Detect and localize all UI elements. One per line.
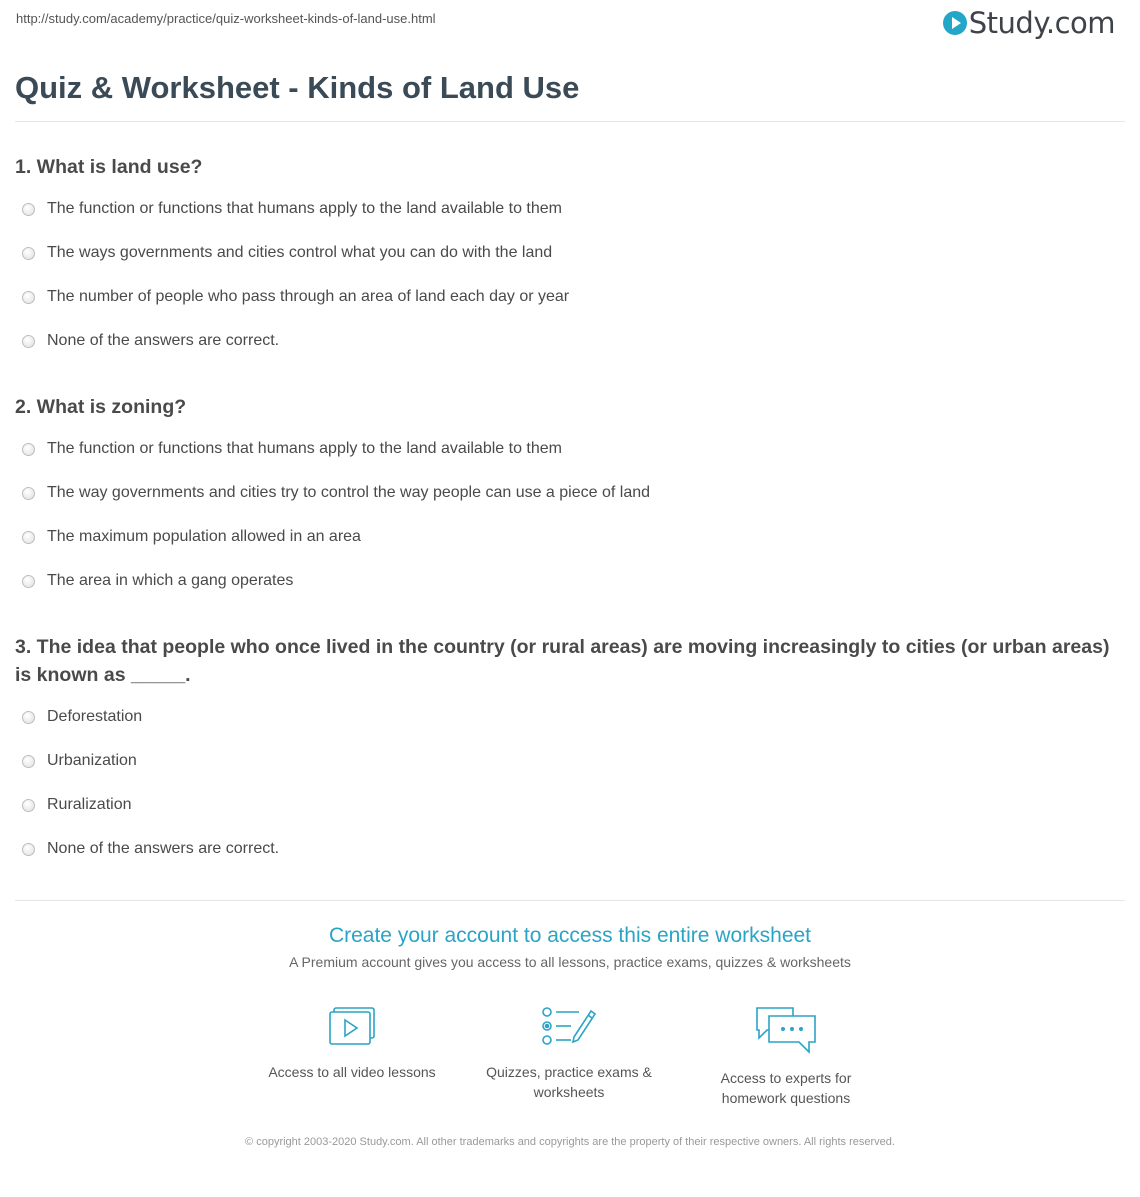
q3-option-4[interactable] [22, 840, 279, 858]
option-label: The maximum population allowed in an area [47, 528, 361, 545]
option-label: Deforestation [47, 708, 143, 725]
page-title: Quiz & Worksheet - Kinds of Land Use [15, 70, 580, 105]
radio-button[interactable] [22, 575, 35, 588]
q2-option-4[interactable] [22, 572, 293, 590]
radio-button[interactable] [22, 531, 35, 544]
q1-option-1[interactable] [22, 200, 562, 218]
radio-button[interactable] [22, 335, 35, 348]
radio-button[interactable] [22, 755, 35, 768]
option-label: Ruralization [47, 796, 132, 813]
feature-experts [691, 1004, 881, 1108]
radio-button[interactable] [22, 711, 35, 724]
radio-button[interactable] [22, 799, 35, 812]
question-2: 2. What is zoning? [15, 396, 187, 418]
play-logo-icon [943, 11, 967, 35]
quiz-checklist-icon [474, 1004, 664, 1050]
cta-subtitle: A Premium account gives you access to all lessons, practice exams, quizzes & worksheets [289, 954, 851, 970]
option-label: The function or functions that humans apply to the land available to them [47, 440, 562, 457]
option-label: The way governments and cities try to control the way people can use a piece of land [47, 484, 651, 501]
option-label: None of the answers are correct. [47, 840, 280, 857]
q2-option-3[interactable] [22, 528, 361, 546]
q3-option-3[interactable] [22, 796, 131, 814]
video-lessons-icon [257, 1004, 447, 1050]
feature-video-lessons [257, 1004, 447, 1082]
q1-option-3[interactable] [22, 288, 569, 306]
option-label: The function or functions that humans apply to the land available to them [47, 200, 562, 217]
q3-option-2[interactable] [22, 752, 137, 770]
q1-option-4[interactable] [22, 332, 279, 350]
radio-button[interactable] [22, 291, 35, 304]
title-divider [15, 121, 1125, 122]
copyright: © copyright 2003-2020 Study.com. All other trademarks and copyrights are the property of their respective owners. All rights reserved. [245, 1136, 895, 1148]
q1-option-2[interactable] [22, 244, 552, 262]
radio-button[interactable] [22, 203, 35, 216]
feature-label: Access to all video lessons [268, 1064, 436, 1080]
q2-option-1[interactable] [22, 440, 562, 458]
radio-button[interactable] [22, 843, 35, 856]
option-label: The area in which a gang operates [47, 572, 294, 589]
create-account-link[interactable]: Create your account to access this entire worksheet [328, 924, 812, 947]
option-label: The number of people who pass through an area of land each day or year [47, 288, 570, 305]
radio-button[interactable] [22, 487, 35, 500]
option-label: Urbanization [47, 752, 137, 769]
feature-label: Access to experts for homework questions [720, 1070, 852, 1106]
question-1: 1. What is land use? [15, 156, 203, 178]
chat-bubbles-icon [691, 1004, 881, 1056]
radio-button[interactable] [22, 247, 35, 260]
option-label: The ways governments and cities control what you can do with the land [47, 244, 553, 261]
option-label: None of the answers are correct. [47, 332, 280, 349]
logo-text: Study.com [968, 6, 1115, 40]
cta-divider [15, 900, 1125, 901]
radio-button[interactable] [22, 443, 35, 456]
url-bar: http://study.com/academy/practice/quiz-worksheet-kinds-of-land-use.html [16, 11, 436, 26]
q3-option-1[interactable] [22, 708, 142, 726]
question-3: 3. The idea that people who once lived in the country (or rural areas) are moving increasingly to cities (or urban areas) is known as _____. [15, 636, 1110, 686]
q2-option-2[interactable] [22, 484, 650, 502]
study-logo[interactable] [943, 6, 1115, 40]
feature-label: Quizzes, practice exams & worksheets [486, 1064, 652, 1100]
feature-quizzes [474, 1004, 664, 1102]
